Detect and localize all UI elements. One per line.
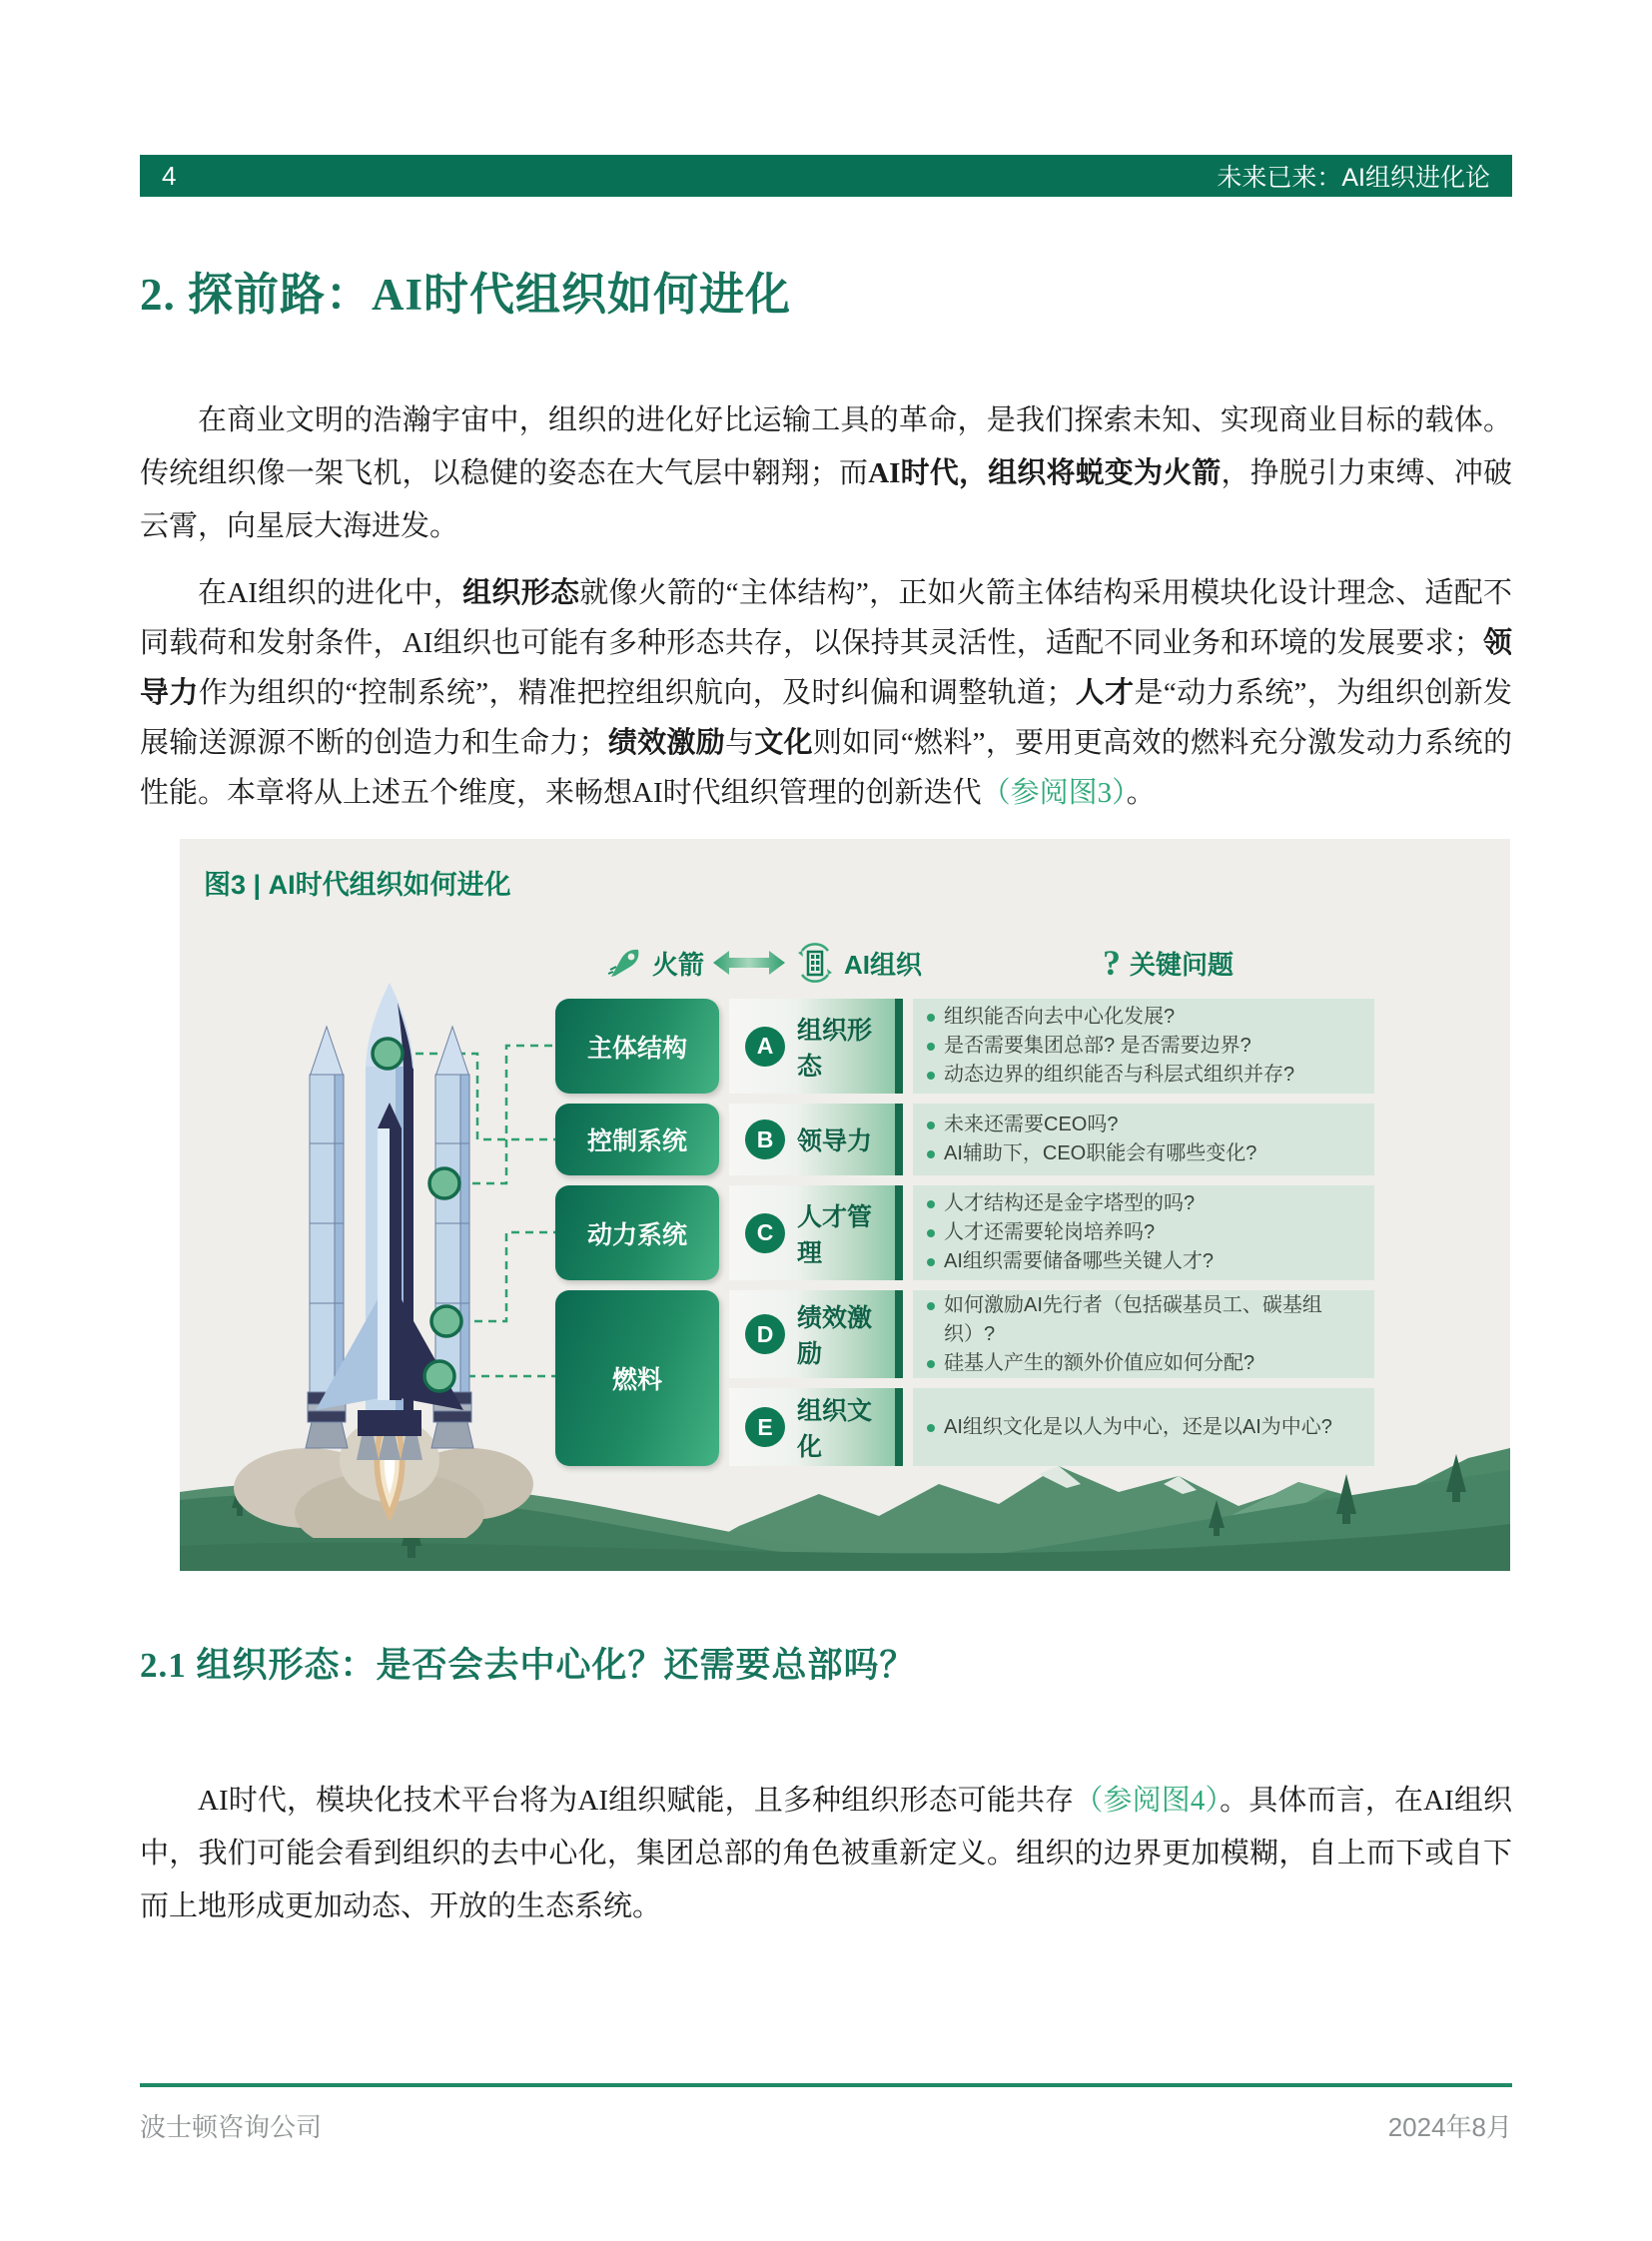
p1-text: 在商业文明的浩瀚宇宙中，组织的进化好比运输工具的革命，是我们探索未知、实现商业目标的载体。传统组织像一架飞机，以稳健的姿态在大气层中翱翔；而 — [140, 404, 1512, 489]
question-text: 未来还需要CEO吗? — [944, 1114, 1119, 1135]
bullet-dot — [927, 1043, 935, 1051]
footer-date: 2024年8月 — [1387, 2112, 1512, 2142]
bullet-dot — [927, 1360, 935, 1368]
question-text: AI组织需要储备哪些关键人才? — [944, 1250, 1215, 1272]
bullet-dot — [927, 1200, 935, 1208]
category-box-body-structure: 主体结构 — [555, 999, 719, 1094]
question-text: 是否需要集团总部? 是否需要边界? — [944, 1035, 1251, 1057]
category-box-control-system: 控制系统 — [555, 1104, 719, 1175]
bullet-dot — [927, 1302, 935, 1310]
letter-badge-a: A — [745, 1027, 785, 1067]
dimension-culture — [729, 1388, 903, 1466]
dimension-org-form — [729, 999, 903, 1094]
questions-leadership — [913, 1104, 1374, 1175]
legend-org-label: AI组织 — [844, 949, 923, 980]
p2-text-2: 就像火箭的“主体结构”，正如火箭主体结构采用模块化设计理念、适配不同载荷和发射条件，AI组织也可能有多种形态共存，以保持其灵活性，适配不同业务和环境的发展要求； — [140, 577, 1512, 659]
dimension-leadership — [729, 1104, 903, 1175]
dimension-label: 组织形态 — [797, 1016, 873, 1081]
paragraph-1 — [140, 394, 1512, 553]
section-2-heading: 2. 探前路：AI时代组织如何进化 — [140, 270, 792, 320]
bullet-dot — [927, 1229, 935, 1237]
figure-3 — [180, 839, 1510, 1571]
question-text: 组织能否向去中心化发展? — [944, 1006, 1176, 1028]
bullet-dot — [927, 1258, 935, 1266]
dimension-label: 人才管理 — [797, 1202, 873, 1267]
bullet-dot — [927, 1150, 935, 1158]
p2-bold-leadership: 领导力 — [140, 627, 1512, 709]
p2-bold-talent: 人才 — [1075, 677, 1135, 709]
p2-text-6: 则如同“燃料”，要用更高效的燃料充分激发动力系统的性能。本章将从上述五个维度，来畅想AI时代组织管理的创新迭代 — [140, 727, 1512, 809]
question-text: 人才还需要轮岗培养吗? — [944, 1221, 1156, 1243]
p3-text: AI时代，模块化技术平台将为AI组织赋能，且多种组织形态可能共存 — [198, 1785, 1075, 1817]
page-footer — [140, 2083, 1512, 2144]
paragraph-3 — [140, 1775, 1512, 1933]
question-text: 动态边界的组织能否与科层式组织并存? — [944, 1064, 1295, 1086]
dimension-performance — [729, 1290, 903, 1378]
p2-bold-culture: 文化 — [754, 727, 813, 759]
letter-badge-d: D — [745, 1314, 785, 1354]
footer-company: 波士顿咨询公司 — [140, 2112, 323, 2142]
letter-badge-e: E — [745, 1407, 785, 1447]
double-arrow-icon — [713, 949, 785, 977]
legend-rocket-label: 火箭 — [652, 949, 705, 980]
p2-bold-performance: 绩效激励 — [607, 727, 726, 759]
section-2-1-heading: 2.1 组织形态：是否会去中心化？还需要总部吗？ — [140, 1646, 916, 1685]
category-box-fuel: 燃料 — [555, 1290, 719, 1466]
bullet-dot — [927, 1424, 935, 1432]
paragraph-2 — [140, 568, 1512, 818]
p1-bold: AI时代，组织将蜕变为火箭 — [868, 457, 1222, 489]
p3-text-2: 。具体而言，在AI组织中，我们可能会看到组织的去中心化，集团总部的角色被重新定义。组织的边界更加模糊，自上而下或自下而上地形成更加动态、开放的生态系统。 — [140, 1785, 1512, 1922]
dimension-label: 组织文化 — [797, 1397, 873, 1461]
letter-badge-b: B — [745, 1120, 785, 1159]
p2-text-3: 作为组织的“控制系统”，精准把控组织航向，及时纠偏和调整轨道； — [198, 677, 1076, 709]
category-box-power-system: 动力系统 — [555, 1185, 719, 1280]
questions-org-form — [913, 999, 1374, 1094]
p2-text-4: 是“动力系统”，为组织创新发展输送源源不断的创造力和生命力； — [140, 677, 1512, 759]
question-icon: ? — [1103, 943, 1121, 983]
figure4-reference-link[interactable]: （参阅图4） — [1074, 1785, 1221, 1817]
p2-text-5: 与 — [725, 727, 755, 759]
figure3-reference-link[interactable]: （参阅图3） — [981, 777, 1127, 809]
bullet-dot — [927, 1014, 935, 1022]
questions-culture — [913, 1388, 1374, 1466]
building-cycle-icon — [795, 943, 835, 983]
question-text: AI辅助下，CEO职能会有哪些变化? — [944, 1142, 1257, 1164]
figure-mapping-table — [555, 999, 1374, 1466]
question-text: 如何激励AI先行者（包括碳基员工、碳基组织）? — [944, 1293, 1322, 1345]
bullet-dot — [927, 1121, 935, 1129]
p2-text: 在AI组织的进化中， — [198, 577, 463, 609]
question-text: 硅基人产生的额外价值应如何分配? — [944, 1351, 1255, 1374]
rocket-illustration — [190, 969, 555, 1538]
dimension-label: 绩效激励 — [797, 1304, 873, 1368]
questions-performance — [913, 1290, 1374, 1378]
p2-text-7: 。 — [1126, 777, 1156, 809]
p1-text-2: ，挣脱引力束缚、冲破云霄，向星辰大海进发。 — [140, 457, 1512, 542]
dimension-talent — [729, 1185, 903, 1280]
questions-talent — [913, 1185, 1374, 1280]
legend-questions-label: 关键问题 — [1130, 949, 1235, 980]
running-title: 未来已来：AI组织进化论 — [1217, 164, 1490, 192]
dimension-label: 领导力 — [797, 1127, 873, 1155]
figure-title: 图3 | AI时代组织如何进化 — [204, 870, 511, 900]
bullet-dot — [927, 1072, 935, 1080]
page-number: 4 — [162, 160, 177, 191]
question-text: AI组织文化是以人为中心，还是以AI为中心? — [944, 1415, 1332, 1438]
rocket-icon — [607, 945, 643, 981]
question-text: 人才结构还是金字塔型的吗? — [944, 1192, 1196, 1214]
page-header-bar — [140, 155, 1512, 197]
p2-bold-org-form: 组织形态 — [462, 577, 580, 609]
figure-legend — [555, 937, 1374, 989]
letter-badge-c: C — [745, 1213, 785, 1253]
